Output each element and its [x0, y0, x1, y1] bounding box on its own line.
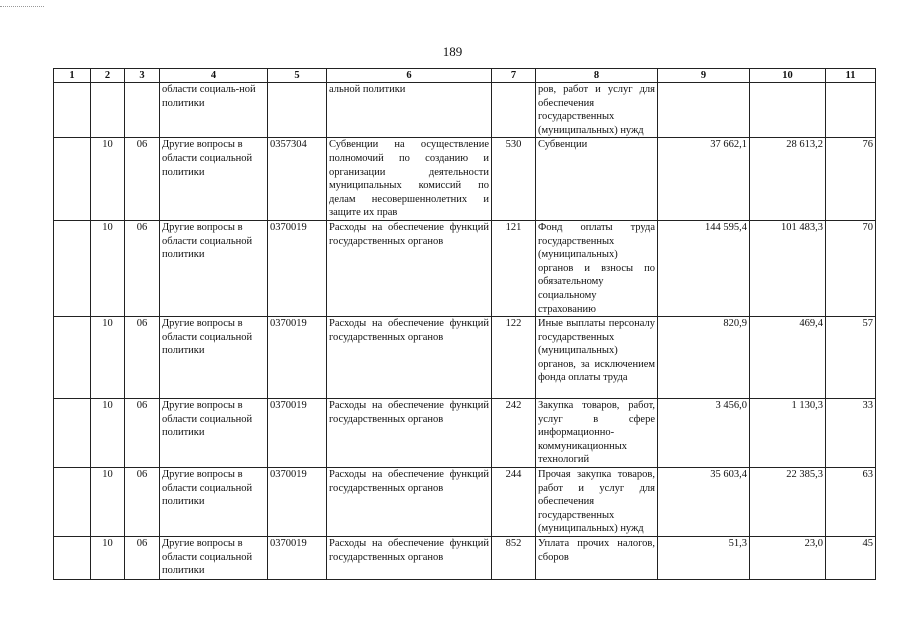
- section-name: области социаль-ной политики: [160, 83, 268, 138]
- header-row: [54, 69, 876, 83]
- column-header: 1: [54, 69, 91, 83]
- expense-name: Расходы на обеспечение функций государственных органов: [327, 399, 492, 468]
- planned-amount: 51,3: [658, 537, 750, 580]
- column-header: 10: [750, 69, 826, 83]
- column-header: 7: [492, 69, 536, 83]
- row-blank-cell: [54, 317, 91, 399]
- type-code: 530: [492, 138, 536, 221]
- subsection-code: 06: [125, 468, 160, 537]
- type-name: Иные выплаты персоналу государственных (муниципальных) органов, за исключением фонда оплаты труда: [536, 317, 658, 399]
- section-name: Другие вопросы в области социальной политики: [160, 468, 268, 537]
- planned-amount: 820,9: [658, 317, 750, 399]
- table-row: [54, 468, 876, 537]
- column-header: 11: [826, 69, 876, 83]
- expense-name: Расходы на обеспечение функций государственных органов: [327, 317, 492, 399]
- type-code: 242: [492, 399, 536, 468]
- row-blank-cell: [54, 399, 91, 468]
- actual-amount: 1 130,3: [750, 399, 826, 468]
- column-header: 6: [327, 69, 492, 83]
- percent-executed: 63: [826, 468, 876, 537]
- section-code: 10: [91, 537, 125, 580]
- corner-mark: [0, 0, 44, 7]
- expense-name: Субвенции на осуществление полномочий по созданию и организации деятельности муниципальных комиссий по делам несовершеннолетних и защите их прав: [327, 138, 492, 221]
- section-code: 10: [91, 220, 125, 316]
- target-code: 0357304: [268, 138, 327, 221]
- target-code: 0370019: [268, 317, 327, 399]
- planned-amount: 144 595,4: [658, 220, 750, 316]
- section-name: Другие вопросы в области социальной политики: [160, 220, 268, 316]
- type-name: ров, работ и услуг для обеспечения государственных (муниципальных) нужд: [536, 83, 658, 138]
- subsection-code: 06: [125, 399, 160, 468]
- actual-amount: 469,4: [750, 317, 826, 399]
- row-blank-cell: [54, 220, 91, 316]
- budget-table: [53, 68, 876, 580]
- type-code: 122: [492, 317, 536, 399]
- type-code: 244: [492, 468, 536, 537]
- subsection-code: 06: [125, 220, 160, 316]
- column-header: 4: [160, 69, 268, 83]
- section-name: Другие вопросы в области социальной политики: [160, 317, 268, 399]
- percent-executed: 70: [826, 220, 876, 316]
- section-code: 10: [91, 138, 125, 221]
- expense-name: альной политики: [327, 83, 492, 138]
- row-blank-cell: [54, 83, 91, 138]
- type-name: Фонд оплаты труда государственных (муниципальных) органов и взносы по обязательному социальному страхованию: [536, 220, 658, 316]
- type-name: Уплата прочих налогов, сборов: [536, 537, 658, 580]
- expense-name: Расходы на обеспечение функций государственных органов: [327, 220, 492, 316]
- expense-name: Расходы на обеспечение функций государственных органов: [327, 468, 492, 537]
- planned-amount: 35 603,4: [658, 468, 750, 537]
- actual-amount: 28 613,2: [750, 138, 826, 221]
- section-code: 10: [91, 317, 125, 399]
- table-row: [54, 138, 876, 221]
- percent-executed: 57: [826, 317, 876, 399]
- column-header: 3: [125, 69, 160, 83]
- type-name: Прочая закупка товаров, работ и услуг для обеспечения государственных (муниципальных) нужд: [536, 468, 658, 537]
- planned-amount: 3 456,0: [658, 399, 750, 468]
- target-code: 0370019: [268, 537, 327, 580]
- planned-amount: [658, 83, 750, 138]
- subsection-code: [125, 83, 160, 138]
- type-code: [492, 83, 536, 138]
- table-row: [54, 399, 876, 468]
- section-name: Другие вопросы в области социальной политики: [160, 138, 268, 221]
- percent-executed: 76: [826, 138, 876, 221]
- target-code: 0370019: [268, 468, 327, 537]
- subsection-code: 06: [125, 537, 160, 580]
- row-blank-cell: [54, 138, 91, 221]
- actual-amount: 23,0: [750, 537, 826, 580]
- row-blank-cell: [54, 537, 91, 580]
- planned-amount: 37 662,1: [658, 138, 750, 221]
- actual-amount: [750, 83, 826, 138]
- column-header: 9: [658, 69, 750, 83]
- subsection-code: 06: [125, 138, 160, 221]
- row-blank-cell: [54, 468, 91, 537]
- percent-executed: 45: [826, 537, 876, 580]
- target-code: 0370019: [268, 220, 327, 316]
- section-name: Другие вопросы в области социальной политики: [160, 537, 268, 580]
- target-code: [268, 83, 327, 138]
- type-code: 121: [492, 220, 536, 316]
- column-header: 8: [536, 69, 658, 83]
- type-name: Закупка товаров, работ, услуг в сфере информационно-коммуникационных технологий: [536, 399, 658, 468]
- table-row: [54, 220, 876, 316]
- table-row: [54, 537, 876, 580]
- section-name: Другие вопросы в области социальной политики: [160, 399, 268, 468]
- percent-executed: 33: [826, 399, 876, 468]
- table-row: [54, 317, 876, 399]
- column-header: 2: [91, 69, 125, 83]
- actual-amount: 101 483,3: [750, 220, 826, 316]
- type-name: Субвенции: [536, 138, 658, 221]
- percent-executed: [826, 83, 876, 138]
- type-code: 852: [492, 537, 536, 580]
- page-number: 189: [442, 44, 463, 59]
- section-code: 10: [91, 399, 125, 468]
- section-code: [91, 83, 125, 138]
- actual-amount: 22 385,3: [750, 468, 826, 537]
- section-code: 10: [91, 468, 125, 537]
- target-code: 0370019: [268, 399, 327, 468]
- expense-name: Расходы на обеспечение функций государственных органов: [327, 537, 492, 580]
- table-row: [54, 83, 876, 138]
- column-header: 5: [268, 69, 327, 83]
- subsection-code: 06: [125, 317, 160, 399]
